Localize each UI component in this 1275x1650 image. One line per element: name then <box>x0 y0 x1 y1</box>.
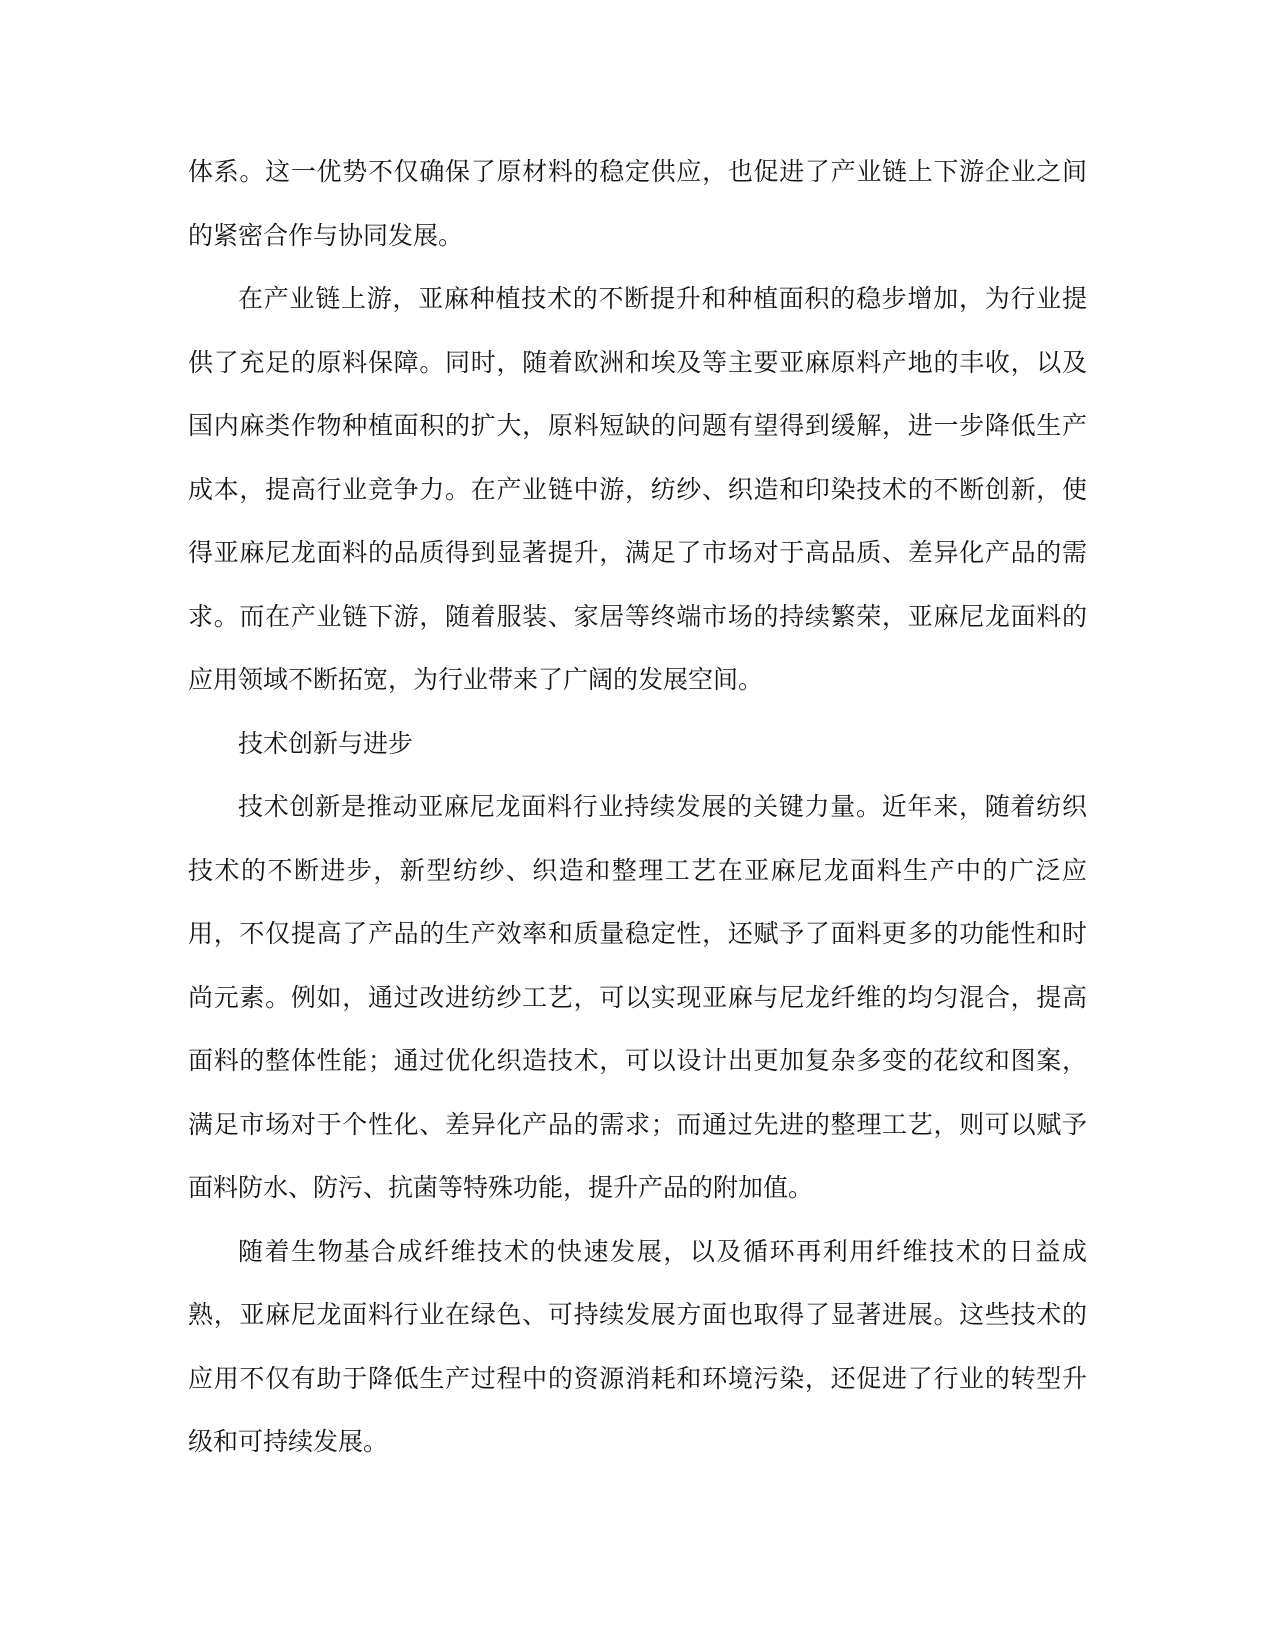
paragraph: 在产业链上游，亚麻种植技术的不断提升和种植面积的稳步增加，为行业提供了充足的原料保障。同时，随着欧洲和埃及等主要亚麻原料产地的丰收，以及国内麻类作物种植面积的扩大，原料短缺的问题有望得到缓解，进一步降低生产成本，提高行业竞争力。在产业链中游，纺纱、织造和印染技术的不断创新，使得亚麻尼龙面料的品质得到显著提升，满足了市场对于高品质、差异化产品的需求。而在产业链下游，随着服装、家居等终端市场的持续繁荣，亚麻尼龙面料的应用领域不断拓宽，为行业带来了广阔的发展空间。 <box>188 285 1087 694</box>
section-heading: 技术创新与进步 <box>238 729 414 758</box>
paragraph: 随着生物基合成纤维技术的快速发展，以及循环再利用纤维技术的日益成熟，亚麻尼龙面料行业在绿色、可持续发展方面也取得了显著进展。这些技术的应用不仅有助于降低生产过程中的资源消耗和环境污染，还促进了行业的转型升级和可持续发展。 <box>188 1237 1087 1456</box>
paragraph: 体系。这一优势不仅确保了原材料的稳定供应，也促进了产业链上下游企业之间的紧密合作与协同发展。 <box>188 158 1087 250</box>
document-body <box>188 141 1087 1475</box>
paragraph: 技术创新是推动亚麻尼龙面料行业持续发展的关键力量。近年来，随着纺织技术的不断进步，新型纺纱、织造和整理工艺在亚麻尼龙面料生产中的广泛应用，不仅提高了产品的生产效率和质量稳定性，还赋予了面料更多的功能性和时尚元素。例如，通过改进纺纱工艺，可以实现亚麻与尼龙纤维的均匀混合，提高面料的整体性能；通过优化织造技术，可以设计出更加复杂多变的花纹和图案，满足市场对于个性化、差异化产品的需求；而通过先进的整理工艺，则可以赋予面料防水、防污、抗菌等特殊功能，提升产品的附加值。 <box>188 793 1087 1202</box>
